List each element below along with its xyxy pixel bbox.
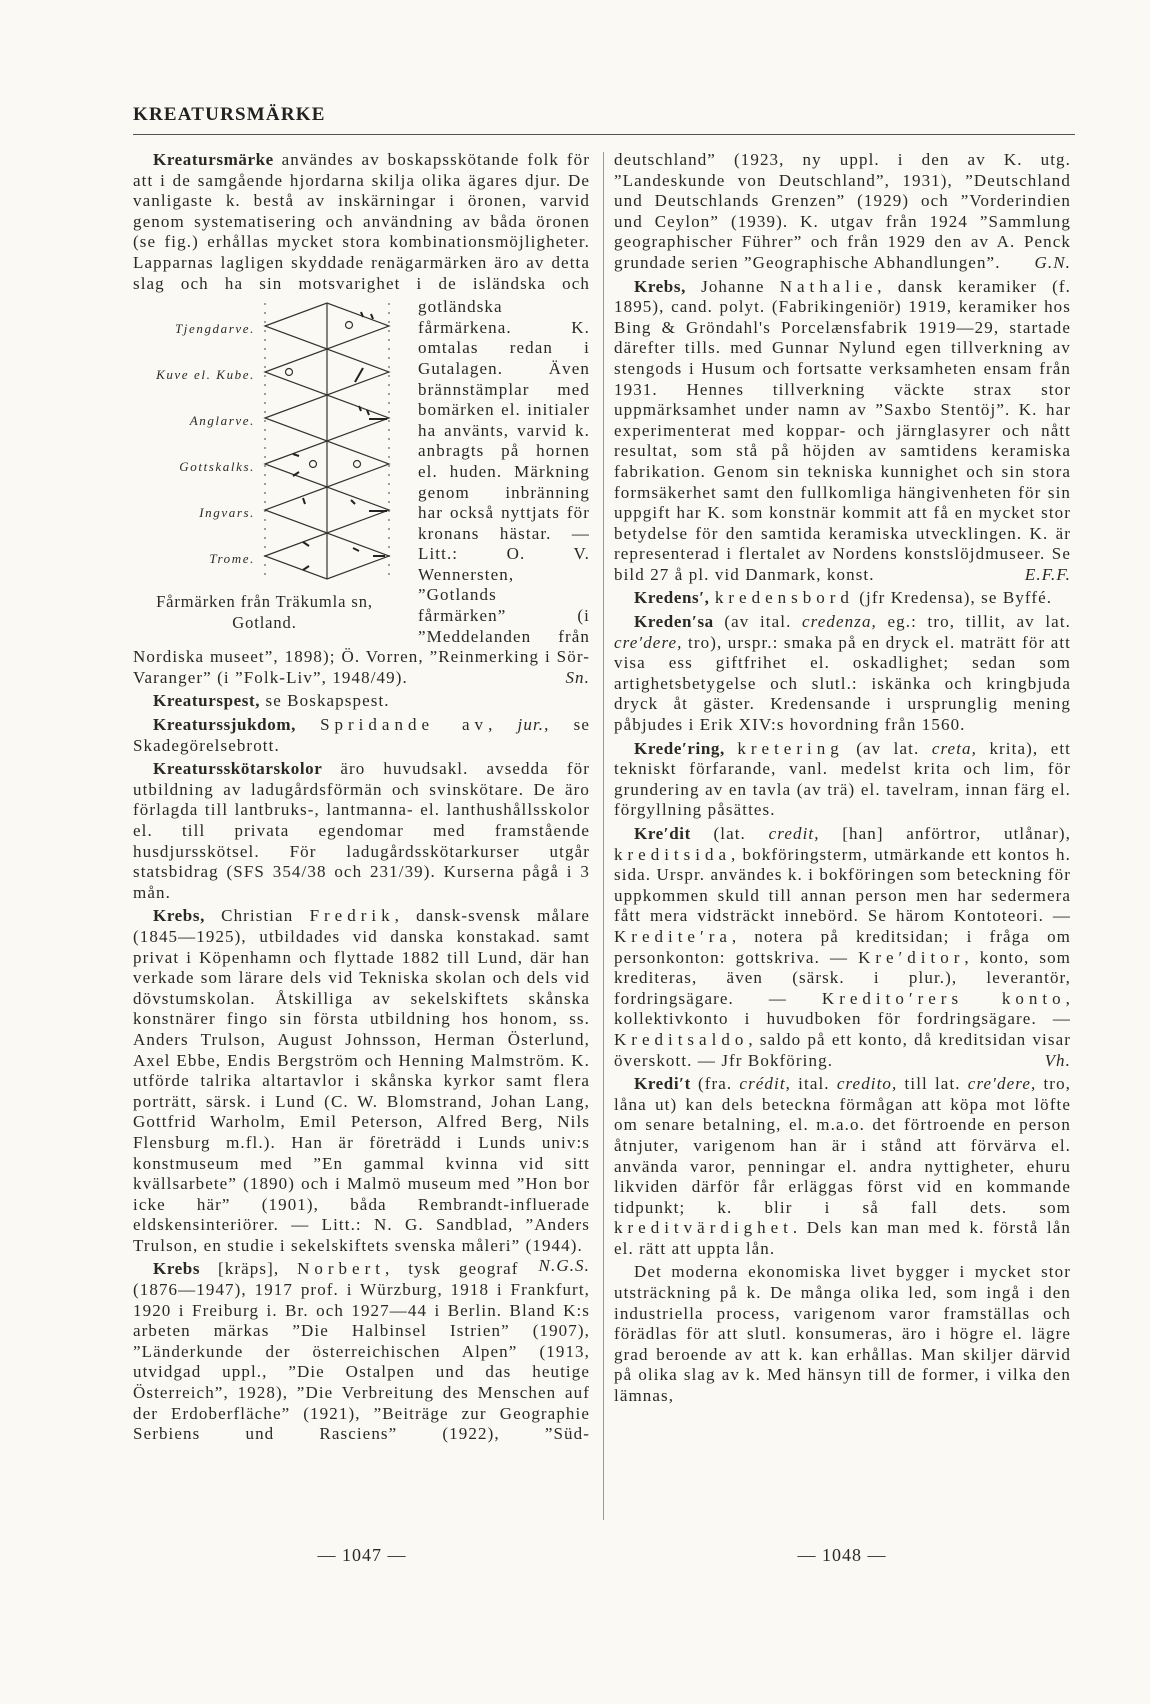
text-run: , dansk-svensk målare (1845—1925), utbildades vid danska konstakad. samt privat i Köpenhamn och flyttade 1882 till Lund, där han verkade som lärare dels vid Tekniska skolan och dels vid dövstumskolan. Åtskilliga av sekelskiftets skånska konstnärer fingo sin första utbildning hos honom, ss. Anders Trulson, August Johnsson, Herman Österlund, Axel Ebbe, Endis Bergström och Henning Malmström. K. utförde talrika altartavlor i skånska kyrkor samt flera porträtt, särsk. i Lund (C. W. Blomstrand, Johan Lang, Gottfrid Warholm, Emil Peterson, Alfred Berg, Nils Flensburg m.fl.). Han är företrädd i Lunds univ:s konstmuseum med ”En gammal kvinna vid sitt kvällsarbete” (1890) och i Malmö museum med ”Hon bor icke här” (1901), båda Rembrandt-influerade eldskensinteriörer. — Litt.: N. G. Sandblad, ”Anders Trulson, en studie i sekelskiftets svenska måleri” (1944). [133,906,590,1255]
figure-label: Kuve el. Kube. [156,367,255,383]
author-signature: Vh. [1044,1050,1071,1070]
text-run: . Dels kan man med k. förstå lån el. rätt att uppta lån. [614,1218,1071,1258]
hole-mark [286,369,293,376]
text-run: , [488,715,518,735]
text-run: användes av boskapsskötande folk för att i de samgående hjordarna skilja olika ägares djur. De vanligaste k. bestå av inskärningar i öronen, varvid genom systematisering och användning av båda öronen (se fig.) erhållas mycket stora kombinationsmöjligheter. Lapparnas lagligen skyddade renägarmärken äro av detta slag och ha sin motsvarighet i de isländska och [133,150,590,293]
text-run: Johanne [685,276,780,296]
spaced-term: Kredite′ra [614,926,732,946]
page-number-right: — 1048 — [797,1545,887,1565]
notch-mark [303,566,309,570]
notch-mark [371,314,373,319]
spaced-term: kretering [737,738,844,758]
column-divider [603,152,604,1520]
text-run [296,715,320,734]
headword: Kre′dit [634,824,691,843]
notch-mark [353,548,359,551]
text-run: [han] anförtror, utlånar), [819,824,1071,843]
text-run: (av ital. [713,612,803,632]
notch-mark [355,368,363,382]
author-signature: Sn. [565,667,590,687]
text-run: [kräps], [200,1259,298,1279]
text-run: deutschland” (1923, ny uppl. i den av K. utg. ”Landeskunde von Deutschland”, 1931), ”Deutschland und Deutschlands Grenzen” (1929) och ”Vorderindien und Ceylon” (1939). K. utgav från 1924 ”Sammlung geographischer Führer” och från 1929 den av A. Penck grundade serien ”Geographische Abhandlungen”. [614,150,1071,272]
headword: Kreatursmärke [153,150,274,169]
spaced-term: Kreditsaldo [614,1029,749,1049]
entry-kredit-economics-cont [614,1262,1071,1406]
italic-term: creta, [931,738,977,758]
text-run: (lat. [690,824,769,843]
headword: Krebs [153,1259,201,1279]
figure-label: Ingvars. [199,505,255,521]
text-run: krita), ett tekniskt förfarande, vanl. medelst krita och lim, för grundering av en tavla (av trä) el. tavelram, innan färg el. förgyllning påsättes. [614,738,1071,820]
notch-mark [359,406,361,411]
text-run: se Boskapspest. [260,691,390,711]
spaced-term: Fredrik [309,906,395,926]
headword: Kreden′sa [634,612,714,632]
entry-kreatursmarke [133,150,590,294]
headword: Kreaturspest, [153,691,261,711]
entry-kreaturssjukdom [133,715,590,756]
text-run: äro huvudsakl. avsedda för utbildning av ladugårdsförmän och svinskötare. De äro förlagda till lantbruks-, lantmanna- el. lanthushållsskolor el. till privata egendomar med framstående husdjursskötsel. För ladugårdsskötarkurser utgår statsbidrag (SFS 354/38 och 231/39). Kurserna pågå i 3 mån. [133,759,590,902]
headword: Kredi′t [634,1074,691,1094]
headword: Kredens′, [634,588,710,608]
spaced-term: kredensbord [714,588,854,608]
headword: Kreaturssjukdom, [153,715,296,735]
spaced-term: Norbert [297,1259,385,1279]
headword: Krede′ring, [634,738,725,758]
running-head: KREATURSMÄRKE [133,104,326,125]
italic-term: cre′dere, [967,1074,1037,1094]
text-run: (fra. [690,1074,740,1094]
notch-mark [351,500,355,504]
entry-krebs-norbert-cont [614,150,1071,274]
entry-kredens [614,588,1071,609]
left-column [133,150,590,1448]
text-run: Christian [204,906,310,926]
text-run: , se Skadegörelsebrott. [133,715,590,755]
spaced-term: Nathalie [779,276,878,296]
italic-term: credenza, [802,612,877,632]
earmark-diagram [133,299,418,589]
text-run: , bokföringsterm, utmärkande ett kontos h. sida. Urspr. användes k. i bokföringen som beteckning för uppkommen skuld till annan person men har sedermera fått mera vidsträckt innebörd. Se härom Kontoteori. — [614,844,1071,926]
spaced-term: kreditvärdighet [614,1218,793,1238]
text-run: , tysk geograf (1876—1947), 1917 prof. i Würzburg, 1918 i Frankfurt, 1920 i Freiburg i. Br. och 1927—44 i Berlin. Bland K:s arbeten märkas ”Die Halbinsel Istrien” (1907), ”Länderkunde der österreichischen Alpen” (1913, utvidgad uppl., ”Die Ostalpen und das heutige Österreich”, 1928), ”Die Verbreitung des Menschen auf der Erdoberfläche” (1921), ”Beiträge zur Geographie Serbiens und Rasciens” (1922), ”Süd- [133,1259,590,1444]
headword: Krebs, [634,276,686,296]
text-run: tro), urspr.: smaka på en dryck el. maträtt för att visa ess giftfrihet el. oskadlighet; sedan som artighetsbetygelse och slutl.: iskänka och kringbjuda dryck åt gäster. Kredensande i ursprunglig mening påbjudes i Erik XIV:s hovordning från 1560. [614,632,1071,735]
page-number-left: — 1047 — [317,1545,407,1565]
hole-mark [310,461,317,468]
text-run [725,739,737,758]
entry-kredit-economics [614,1074,1071,1259]
author-signature: E.F.F. [1024,564,1071,584]
entry-kreatursskotarskolor [133,759,590,903]
text-run: eg.: tro, tillit, av lat. [876,612,1071,632]
header-rule [133,134,1075,135]
italic-term: jur. [517,715,545,735]
text-run: , saldo på ett konto, då kreditsidan visar överskott. — Jfr Bokföring. [614,1029,1071,1070]
italic-term: credit, [768,824,820,843]
sheep-earmark-figure [133,299,418,645]
text-run: , dansk keramiker (f. 1895), cand. polyt. (Fabrikingeniör) 1919, keramiker hos Bing & Gröndahl's Porcelænsfabrik 1919—29, startade därefter tills. med Gunnar Nylund egen tillverkning av stengods i Husum och fortsatte verksamheten ensam från 1931. Hennes tillverkning väckte strax stor uppmärksamhet under namn av ”Saxbo Stentöj”. K. har experimenterat med koppar- och järnglasyrer och nått resultat, som stå på höjden av samtidens keramiska fabrikation. Genom sin tekniska kunnighet och sin stora formsäkerhet samt den fullkomliga hängivenheten för sin uppgift har K. som konstnär kommit att få en mycket stor betydelse för den samtida keramiska utvecklingen. K. är representerad i flertalet av Nordens konstslöjdmuseer. Se bild 27 å pl. vid Danmark, konst. [614,276,1072,584]
text-run: gotländska fårmärkena. K. omtalas redan i Gutalagen. Även brännstämplar med bomärken el. initialer ha använts, varvid k. anbragts på hornen el. huden. Märkning genom inbränning har också nyttjats för kronans hästar. — Litt.: O. V. Wennersten, ”Gotlands fårmärken” (i ”Meddelanden från Nordiska museet”, 1898); Ö. Vorren, ”Reinmerking i Sör-Varanger” (i ”Folk-Liv”, 1948/49). [133,297,590,687]
headword: Kreatursskötarskolor [153,759,323,779]
text-run: , konto, som krediteras, även (särsk. i plur.), leverantör, fordringsägare. — [614,947,1071,1008]
italic-term: cre′dere, [614,632,683,652]
figure-caption: Fårmärken från Träkumla sn, Gotland. [156,592,373,633]
spaced-term: Spridande av [320,715,489,735]
author-signature: N.G.S. [538,1256,590,1276]
spaced-term: Kre′ditor [858,947,965,967]
hole-mark [354,461,361,468]
figure-label: Gottskalks. [179,459,255,475]
text-run: , notera på kreditsidan; i fråga om personkonton: gottskriva. — [614,926,1071,967]
spaced-term: kreditsida [614,844,732,864]
notch-mark [303,498,305,504]
hole-mark [346,322,353,329]
italic-term: crédit, [739,1074,792,1094]
entry-kredering [614,739,1071,821]
author-signature: G.N. [1034,252,1071,272]
text-run: , kollektivkonto i huvudboken för fordringsägare. — [614,988,1072,1029]
right-column [614,150,1071,1410]
figure-label: Trome. [209,551,255,567]
entry-kreaturspest [133,691,590,712]
spaced-term: Kredito′rers konto [821,988,1066,1008]
text-run: ital. [791,1074,837,1094]
text-run: tro, låna ut) kan dels beteckna förmågan att köpa mot löfte om senare betalning, el. m.a.o. det förtroende en person åtnjuter, varigenom han är i stånd att förvärva el. använda varor, penningar el. andra nyttigheter, ehuru likviden därför får erläggas först vid en kommande tidpunkt; k. blir i så fall dets. som [614,1074,1072,1217]
text-run: till lat. [897,1074,968,1094]
text-run: (av lat. [843,738,932,758]
headword: Krebs, [153,906,205,926]
entry-kredensa [614,612,1071,736]
figure-label: Anglarve. [189,413,255,429]
text-run: Det moderna ekonomiska livet bygger i mycket stor utsträckning på k. De många olika led, som ingå i den industriella process, varigenom varor framställas och förädlas för att slutl. konsumeras, äro i högre el. lägre grad beroende av att k. kan erhållas. Man skiljer därvid på olika slag av k. Med hänsyn till de former, i vilka den lämnas, [614,1262,1071,1406]
figure-label: Tjengdarve. [174,321,255,337]
text-run: (jfr Kredensa), se Byffé. [853,588,1053,608]
entry-kredit-bookkeeping [614,824,1071,1071]
entry-krebs-johanne [614,277,1071,586]
entry-krebs-norbert [133,1259,590,1444]
notch-mark [303,542,309,546]
notch-mark [293,454,299,456]
italic-term: credito, [836,1074,898,1094]
